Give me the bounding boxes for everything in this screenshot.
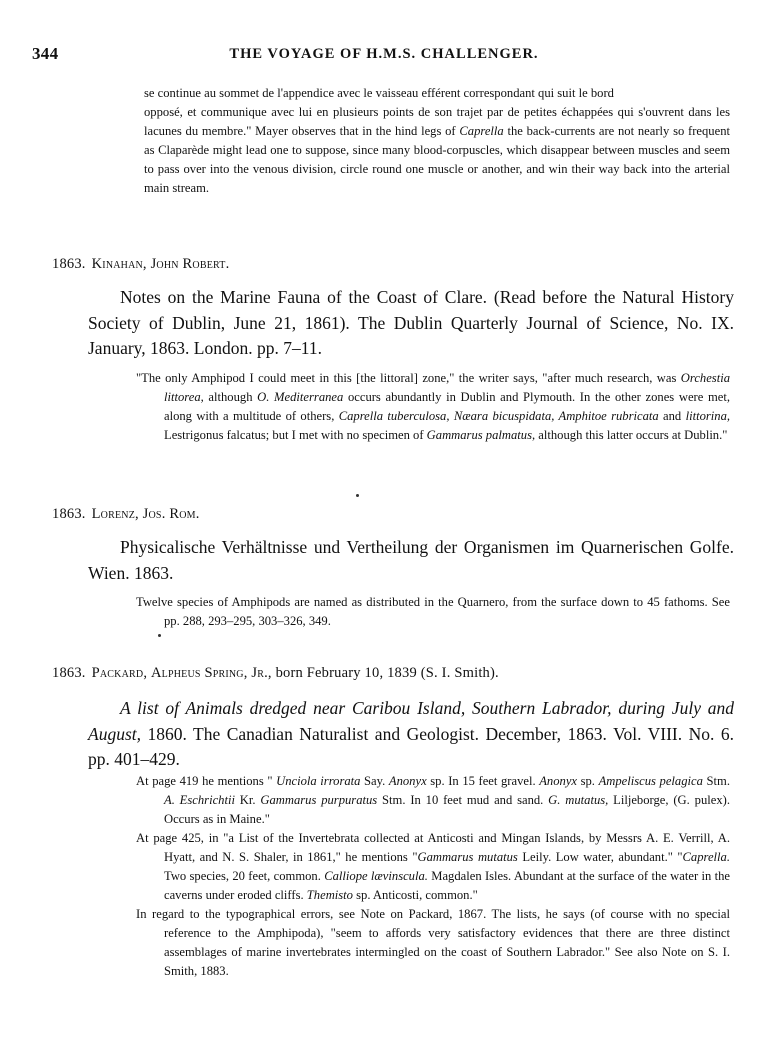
note-paragraph: "The only Amphipod I could meet in this [the littoral] zone," the writer says, "after much research, was Orchestia littorea, although O. Mediterranea occurs abundantly in Dublin and Plymouth. In the other zones were met, along with a multitude of others, Caprella tuberculosa, Næara bicuspidata, Amphitoe rubricata and littorina, Lestrigonus falcatus; but I met with no specimen of Gammarus palmatus, although this latter occurs at Dublin." [136,371,731,442]
entry-heading-lorenz [52,506,200,523]
running-head [32,44,736,66]
running-title: THE VOYAGE OF H.M.S. CHALLENGER. [229,46,539,62]
print-speck [356,494,359,497]
author-given: Jos. Rom. [142,506,200,522]
entry-title-lorenz: Physicalische Verhältnisse und Vertheilung der Organismen im Quarnerischen Golfe. Wien. 1863. [88,537,734,583]
note-paragraph: At page 419 he mentions " Unciola irrorata Say. Anonyx sp. In 15 feet gravel. Anonyx sp. Ampeliscus pelagica Stm. A. Eschrichtii Kr. Gammarus purpuratus Stm. In 10 feet mud and sand. G. mutatus, Liljeborge, (G. pulex). Occurs as in Maine." [136,774,730,826]
entry-notes-packard [136,772,730,981]
entry-heading-packard [52,665,499,682]
entry-heading-kinahan [52,256,229,273]
author-birth: born February 10, 1839 (S. I. Smith). [271,665,499,681]
entry-title-packard: A list of Animals dredged near Caribou Island, Southern Labrador, during July and August, 1860. The Canadian Naturalist and Geologist. December, 1863. Vol. VIII. No. 6. pp. 401–429. [88,698,735,769]
entry-note-kinahan [136,369,730,445]
note-paragraph: Twelve species of Amphipods are named as distributed in the Quarnero, from the surface down to 45 fathoms. See pp. 288, 293–295, 303–326, 349. [136,595,730,628]
entry-year: 1863. [52,506,86,522]
author-given: Alpheus Spring, Jr., [150,665,272,681]
note-paragraph: At page 425, in "a List of the Invertebrata collected at Anticosti and Mingan Islands, by Messrs A. E. Verrill, A. Hyatt, and N. S. Shaler, in 1861," he mentions "Gammarus mutatus Leily. Low water, abundant." "Caprella. Two species, 20 feet, common. Calliope lævinscula. Magdalen Isles. Abundant at the surface of the water in the caverns under eroded cliffs. Themisto sp. Anticosti, common." [136,831,730,902]
author-surname: Lorenz, [91,506,139,522]
entry-year: 1863. [52,665,86,681]
quote-continuation: opposé, et communique avec lui en plusieurs points de son trajet par de petites échappées qui s'ouvrent dans les lacunes du membre." Mayer observes that in the hind legs of Caprella the back-currents are not nearly so frequent as Claparède might lead one to suppose, since many blood-corpuscles, which disappear between muscles and seem to pass over into the venous division, circle round one muscle or another, and win their way back into the arterial main stream. [144,105,730,195]
author-surname: Kinahan, [91,256,147,272]
page-number: 344 [32,44,59,63]
entry-note-lorenz [136,593,730,631]
author-given: John Robert. [150,256,230,272]
note-paragraph: In regard to the typographical errors, see Note on Packard, 1867. The lists, he says (of course with no special reference to the Amphipoda), "seem to affords very satisfactory evidences that there are three distinct assemblages of marine invertebrates intermingled on the coast of Southern Labrador." See also Note on S. I. Smith, 1883. [136,907,730,978]
entry-title-kinahan: Notes on the Marine Fauna of the Coast of Clare. (Read before the Natural History Society of Dublin, June 21, 1861). The Dublin Quarterly Journal of Science, No. IX. January, 1863. London. pp. 7–11. [88,287,734,358]
entry-year: 1863. [52,256,86,272]
quote-line-1: se continue au sommet de l'appendice avec le vaisseau efférent correspondant qui suit le bord [144,86,614,100]
continued-quote [144,84,730,198]
print-speck [158,634,161,637]
author-surname: Packard, [91,665,148,681]
